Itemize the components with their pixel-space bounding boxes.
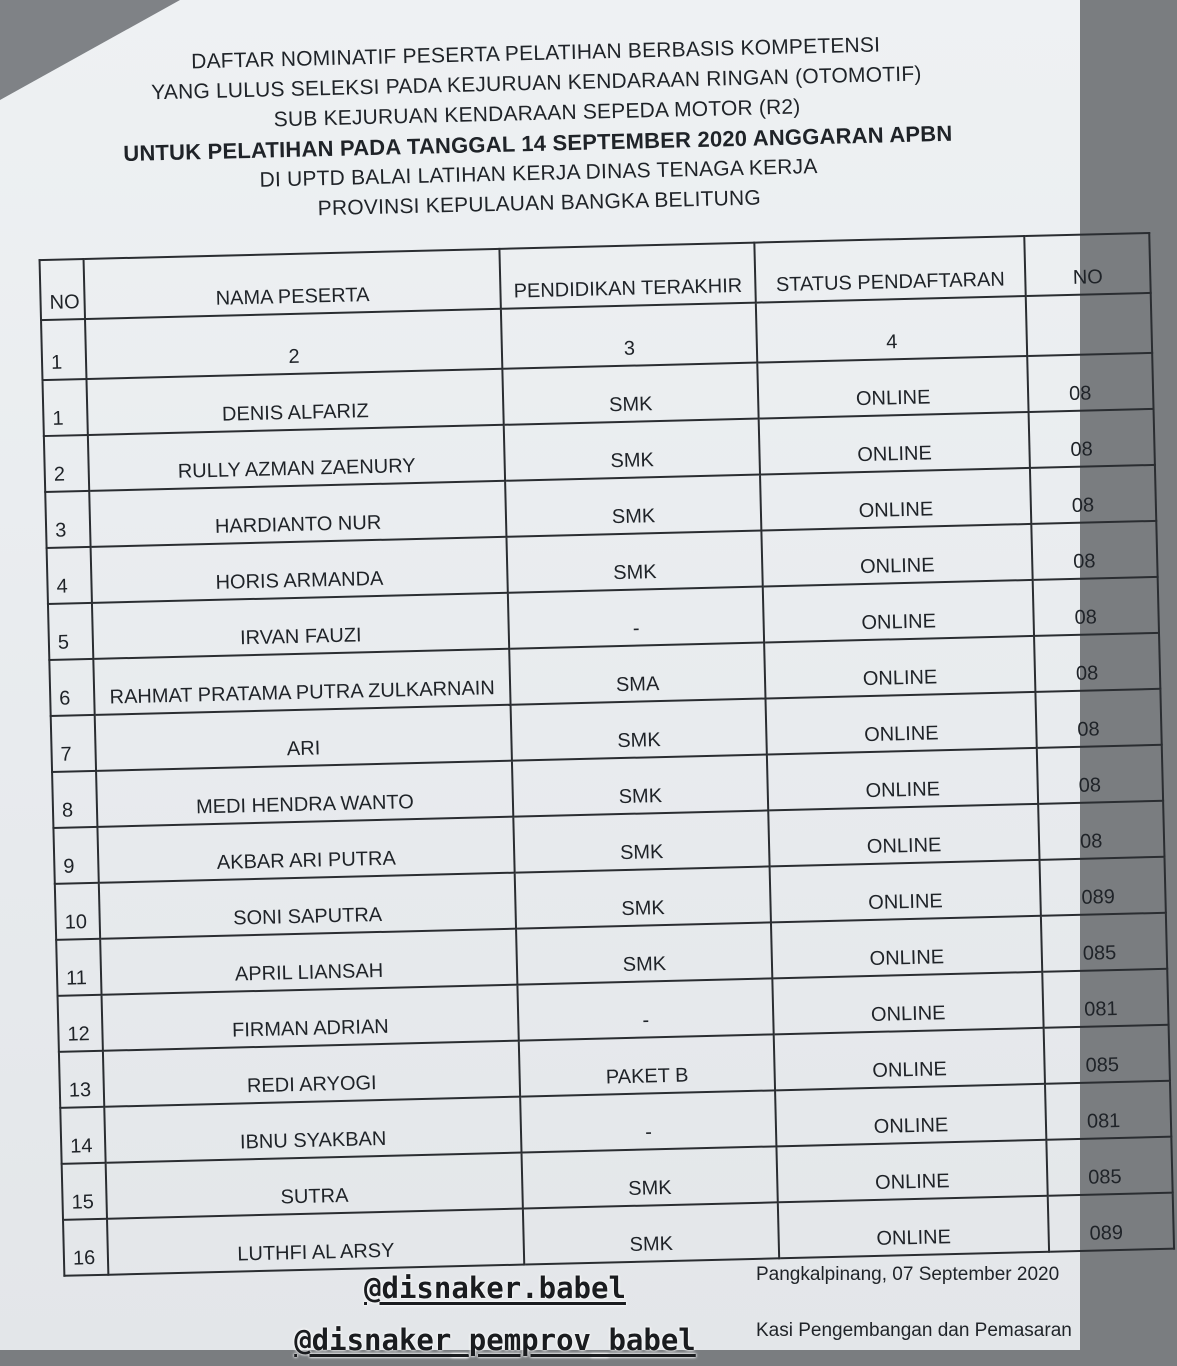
row-no: 7	[51, 715, 96, 772]
phone-number: 08	[1035, 689, 1161, 748]
participant-name: FIRMAN ADRIAN	[102, 985, 519, 1051]
phone-number: 08	[1037, 745, 1163, 804]
row-no: 5	[48, 603, 93, 660]
phone-number: 08	[1033, 577, 1159, 636]
heading-line-5: DI UPTD BALAI LATIHAN KERJA DINAS TENAGA KERJA	[259, 155, 818, 192]
phone-number: 085	[1041, 913, 1167, 972]
row-no: 14	[60, 1107, 105, 1164]
participant-name: HORIS ARMANDA	[91, 537, 508, 603]
row-no: 8	[52, 771, 97, 828]
education: SMK	[515, 866, 771, 928]
phone-number: 085	[1044, 1025, 1170, 1084]
registration-status: ONLINE	[775, 1084, 1046, 1147]
education: SMK	[512, 754, 768, 816]
header-status: STATUS PENDAFTARAN	[754, 236, 1025, 303]
education: SMK	[511, 698, 767, 760]
row-no: 4	[47, 547, 92, 604]
column-number: 3	[501, 303, 757, 369]
header-no: NO	[40, 259, 85, 320]
participant-name: IBNU SYAKBAN	[104, 1097, 521, 1163]
registration-status: ONLINE	[774, 1028, 1045, 1091]
row-no: 2	[44, 435, 89, 492]
document-heading	[5, 26, 1069, 232]
participant-name: SUTRA	[106, 1153, 523, 1219]
registration-status: ONLINE	[760, 468, 1031, 531]
participant-name: APRIL LIANSAH	[100, 929, 517, 995]
row-no: 1	[42, 379, 87, 436]
watermark-handle: @disnaker_pemprov_babel	[294, 1323, 696, 1357]
participant-name: LUTHFI AL ARSY	[107, 1209, 524, 1275]
phone-number: 085	[1046, 1137, 1172, 1196]
row-no: 12	[58, 995, 103, 1052]
registration-status: ONLINE	[759, 412, 1030, 475]
phone-number: 08	[1038, 801, 1164, 860]
participant-table	[39, 232, 1176, 1277]
column-number: 2	[85, 309, 502, 379]
phone-number: 081	[1045, 1081, 1171, 1140]
paper-sheet	[5, 0, 1158, 1363]
participant-name: SONI SAPUTRA	[99, 873, 516, 939]
participant-name: AKBAR ARI PUTRA	[97, 817, 514, 883]
heading-line-1: DAFTAR NOMINATIF PESERTA PELATIHAN BERBASIS KOMPETENSI	[190, 33, 881, 74]
education: SMK	[506, 531, 762, 593]
education: SMK	[505, 475, 761, 537]
phone-number: 08	[1030, 465, 1156, 524]
participant-name: IRVAN FAUZI	[92, 593, 509, 659]
header-phone: NO	[1024, 233, 1150, 296]
registration-status: ONLINE	[761, 524, 1032, 587]
education: PAKET B	[519, 1034, 775, 1096]
registration-status: ONLINE	[767, 748, 1038, 811]
header-name: NAMA PESERTA	[84, 249, 501, 319]
watermark-block	[270, 1262, 720, 1366]
registration-status: ONLINE	[757, 356, 1028, 419]
education: SMK	[504, 419, 760, 481]
education: SMK	[522, 1146, 778, 1208]
row-no: 6	[49, 659, 94, 716]
participant-name: MEDI HENDRA WANTO	[96, 761, 513, 827]
signatory-title: Kasi Pengembangan dan Pemasaran	[756, 1320, 1072, 1341]
education: -	[520, 1090, 776, 1152]
participant-name: RULLY AZMAN ZAENURY	[88, 425, 505, 491]
registration-status: ONLINE	[770, 860, 1041, 923]
registration-status: ONLINE	[772, 972, 1043, 1035]
row-no: 13	[59, 1051, 104, 1108]
row-no: 16	[63, 1219, 108, 1276]
education: SMA	[509, 643, 765, 705]
row-no: 15	[62, 1163, 107, 1220]
registration-status: ONLINE	[771, 916, 1042, 979]
row-no: 11	[56, 939, 101, 996]
column-number: 4	[756, 296, 1027, 363]
registration-status: ONLINE	[765, 692, 1036, 755]
registration-status: ONLINE	[776, 1140, 1047, 1203]
participant-name: REDI ARYOGI	[103, 1041, 520, 1107]
header-education: PENDIDIKAN TERAKHIR	[499, 243, 755, 309]
participant-name: ARI	[95, 705, 512, 771]
heading-line-4: UNTUK PELATIHAN PADA TANGGAL 14 SEPTEMBER 2020 ANGGARAN APBN	[123, 120, 953, 167]
participant-name: RAHMAT PRATAMA PUTRA ZULKARNAIN	[93, 649, 510, 715]
row-no: 9	[53, 827, 98, 884]
education: -	[508, 587, 764, 649]
registration-status: ONLINE	[768, 804, 1039, 867]
row-no: 10	[55, 883, 100, 940]
column-number	[1026, 293, 1152, 356]
phone-number: 081	[1042, 969, 1168, 1028]
watermark-handle: @disnaker.babel	[364, 1271, 626, 1305]
registration-status: ONLINE	[764, 636, 1035, 699]
education: SMK	[502, 363, 758, 425]
education: SMK	[523, 1202, 779, 1264]
registration-status: ONLINE	[778, 1196, 1049, 1259]
participant-name: HARDIANTO NUR	[89, 481, 506, 547]
signature-block	[756, 1264, 1086, 1342]
row-no: 3	[45, 491, 90, 548]
phone-number: 08	[1031, 521, 1157, 580]
column-number: 1	[41, 319, 86, 380]
heading-line-2: YANG LULUS SELEKSI PADA KEJURUAN KENDARAAN RINGAN (OTOMOTIF)	[150, 62, 922, 105]
phone-number: 089	[1048, 1193, 1174, 1252]
phone-number: 08	[1034, 633, 1160, 692]
education: SMK	[516, 922, 772, 984]
registration-status: ONLINE	[763, 580, 1034, 643]
phone-number: 08	[1027, 353, 1153, 412]
place-date: Pangkalpinang, 07 September 2020	[756, 1264, 1060, 1285]
participant-name: DENIS ALFARIZ	[86, 369, 503, 435]
education: SMK	[513, 810, 769, 872]
heading-line-3: SUB KEJURUAN KENDARAAN SEPEDA MOTOR (R2)	[273, 95, 801, 132]
phone-number: 08	[1029, 409, 1155, 468]
phone-number: 089	[1040, 857, 1166, 916]
education: -	[517, 978, 773, 1040]
heading-line-6: PROVINSI KEPULAUAN BANGKA BELITUNG	[317, 186, 762, 221]
